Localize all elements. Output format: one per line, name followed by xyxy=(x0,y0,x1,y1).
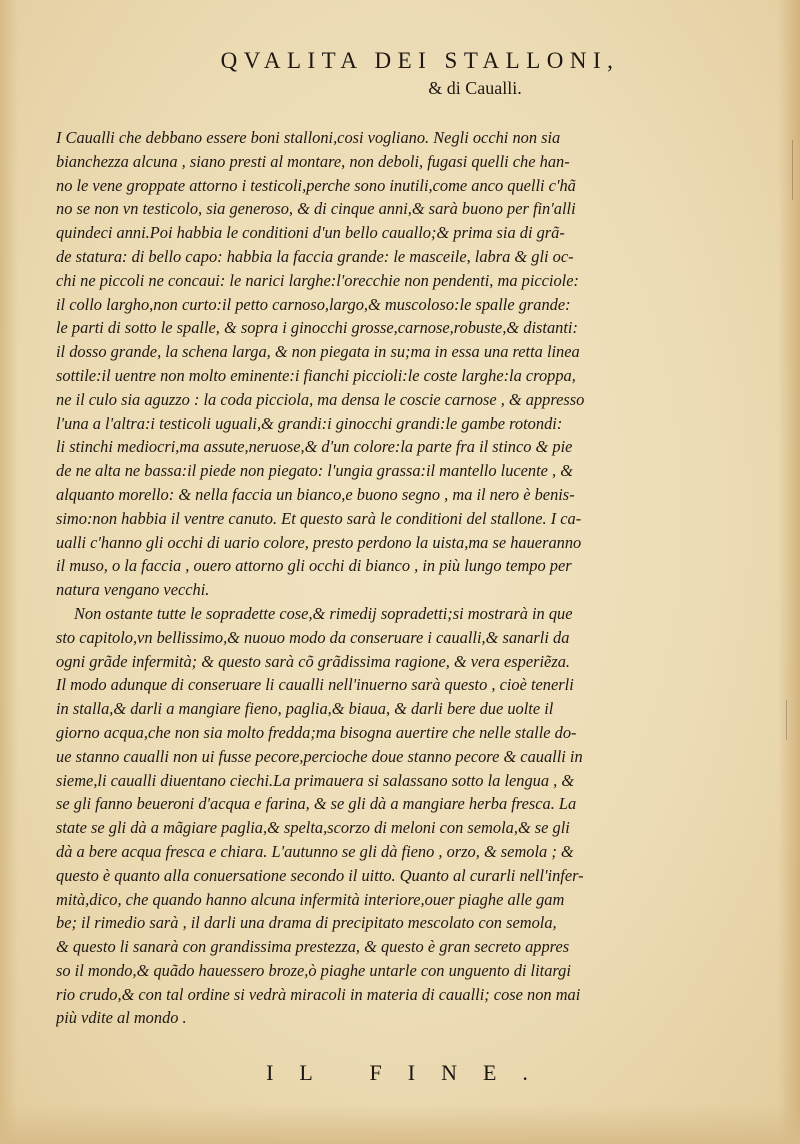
margin-mark xyxy=(786,700,787,740)
text-line: I Caualli che debbano essere boni stalloni,cosi vogliano. Negli occhi non sia xyxy=(56,128,561,147)
text-line: giorno acqua,che non sia molto fredda;ma bisogna auertire che nelle stalle do- xyxy=(56,722,577,742)
end-marker: IL FINE. xyxy=(266,1060,554,1085)
text-line: no le vene groppate attorno i testicoli,perche sono inutili,come anco quelli c'hã xyxy=(56,175,576,195)
text-line: sto capitolo,vn bellissimo,& nuouo modo da conseruare i caualli,& sanarli da xyxy=(56,627,570,647)
main-text xyxy=(56,126,756,1030)
text-line: simo:non habbia il ventre canuto. Et questo sarà le conditioni del stallone. I ca- xyxy=(56,508,582,528)
text-line: no se non vn testicolo, sia generoso, & di cinque anni,& sarà buono per fin'alli xyxy=(56,199,576,219)
text-line: ue stanno caualli non ui fusse pecore,percioche doue stanno pecore & caualli in xyxy=(56,746,583,766)
text-line: state se gli dà a mãgiare paglia,& spelta,scorzo di meloni con semola,& se gli xyxy=(56,818,570,838)
text-line: il dosso grande, la schena larga, & non piegata in su;ma in essa una retta linea xyxy=(56,342,580,362)
text-line: li stinchi mediocri,ma assute,neruose,& d'un colore:la parte fra il stinco & pie xyxy=(56,437,573,457)
text-line: sottile:il uentre non molto eminente:i fianchi piccioli:le coste larghe:la croppa, xyxy=(56,365,576,385)
text-line: bianchezza alcuna , siano presti al montare, non deboli, fugasi quelli che han- xyxy=(56,151,570,171)
text-line: il collo largho,non curto:il petto carnoso,largo,& muscoloso:le spalle grande: xyxy=(56,294,571,314)
text-line: rio crudo,& con tal ordine si vedrà miracoli in materia di caualli; cose non mai xyxy=(56,984,581,1004)
text-line: in stalla,& darli a mangiare fieno, paglia,& biaua, & darli bere due uolte il xyxy=(56,699,554,719)
text-line: ualli c'hanno gli occhi di uario colore, presto perdono la uista,ma se haueranno xyxy=(56,532,582,552)
page-edge-right xyxy=(778,0,800,1144)
text-line: se gli fanno beueroni d'acqua e farina, & se gli dà a mangiare herba fresca. La xyxy=(56,794,577,814)
text-line: Il modo adunque di conseruare li caualli nell'inuerno sarà questo , cioè tenerli xyxy=(56,675,574,695)
paragraph-horse-qualities xyxy=(56,126,756,602)
margin-mark xyxy=(792,140,793,200)
page-edge-bottom xyxy=(0,1104,800,1144)
text-line: & questo li sanarà con grandissima prestezza, & questo è gran secreto appres xyxy=(56,937,570,957)
text-line: questo è quanto alla conuersatione secondo il uitto. Quanto al curarli nell'infer- xyxy=(56,865,584,885)
page-subtitle: & di Caualli. xyxy=(428,78,522,98)
text-line: alquanto morello: & nella faccia un bianco,e buono segno , ma il nero è benis- xyxy=(56,484,575,504)
text-line: il muso, o la faccia , ouero attorno gli occhi di bianco , in più lungo tempo per xyxy=(56,556,572,576)
text-line: quindeci anni.Poi habbia le conditioni d'un bello cauallo;& prima sia di grã- xyxy=(56,223,565,243)
text-line: be; il rimedio sarà , il darli una drama di precipitato mescolato con semola, xyxy=(56,913,557,933)
text-line: ogni grãde infermità; & questo sarà cõ grãdissima ragione, & vera esperiẽza. xyxy=(56,651,570,671)
text-line: più vdite al mondo . xyxy=(56,1008,187,1028)
text-line: Non ostante tutte le sopradette cose,& rimedij sopradetti;si mostrarà in que xyxy=(74,603,573,623)
text-line: mità,dico, che quando hanno alcuna infermità interiore,ouer piaghe alle gam xyxy=(56,889,565,909)
text-line: natura vengano vecchi. xyxy=(56,580,210,600)
text-line: chi ne piccoli ne concaui: le narici larghe:l'orecchie non pendenti, ma picciole: xyxy=(56,270,579,290)
text-line: le parti di sotto le spalle, & sopra i ginocchi grosse,carnose,robuste,& distanti: xyxy=(56,318,578,338)
text-line: ne il culo sia aguzzo : la coda picciola, ma densa le coscie carnose , & appresso xyxy=(56,389,585,409)
page-title: QVALITA DEI STALLONI, xyxy=(220,48,620,73)
text-line: sieme,li caualli diuentano ciechi.La primauera si salassano sotto la lengua , & xyxy=(56,770,575,790)
paragraph-horse-care xyxy=(56,602,756,1030)
text-line: so il mondo,& quãdo hauessero broze,ò piaghe untarle con unguento di litargi xyxy=(56,960,571,980)
text-line: de statura: di bello capo: habbia la faccia grande: le masceile, labra & gli oc- xyxy=(56,246,574,266)
text-line: de ne alta ne bassa:il piede non piegato: l'ungia grassa:il mantello lucente , & xyxy=(56,461,574,481)
text-line: l'una a l'altra:i testicoli uguali,& grandi:i ginocchi grandi:le gambe rotondi: xyxy=(56,413,563,433)
page-edge-left xyxy=(0,0,18,1144)
text-line: dà a bere acqua fresca e chiara. L'autunno se gli dà fieno , orzo, & semola ; & xyxy=(56,841,574,861)
